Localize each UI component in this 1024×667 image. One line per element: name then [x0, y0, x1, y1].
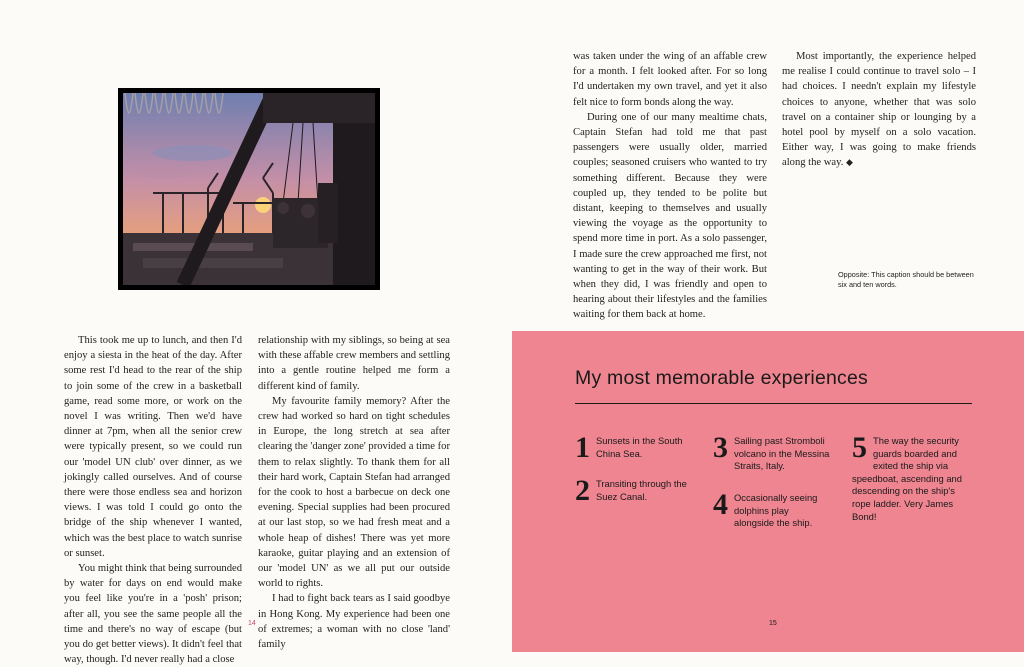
experiences-box: [512, 331, 1024, 652]
right-page-column-2: [782, 49, 976, 171]
experience-number: 5: [852, 431, 867, 464]
title-divider: [575, 403, 972, 404]
page-number: 15: [769, 620, 777, 627]
experience-text: Sailing past Stromboli volcano in the Messina Straits, Italy.: [734, 435, 830, 472]
paragraph: was taken under the wing of an affable crew for a month. I felt looked after. For so long I'd undertaken my own travel, and yet it also felt nice to form bonds along the way.: [573, 51, 767, 108]
experience-text: The way the security guards boarded and exited the ship via speedboat, ascending and descending on the ship's rope ladder. Very James Bond!: [852, 435, 962, 522]
experience-item-3: [713, 431, 831, 473]
photo-caption: Opposite: This caption should be between six and ten words.: [838, 270, 974, 289]
paragraph: [782, 49, 976, 171]
experience-text: Occasionally seeing dolphins play alongside the ship.: [734, 492, 818, 529]
experience-number: 1: [575, 431, 590, 464]
experience-item-4: [713, 488, 831, 530]
experience-item-2: [575, 474, 693, 507]
experiences-title: My most memorable experiences: [575, 367, 868, 389]
port-cranes-sunset-photo: [118, 88, 380, 290]
experience-item-5: [852, 431, 970, 523]
paragraph: You might think that being surrounded by water for days on end would make you feel like you're in a 'posh' prison; after all, you see the same people all the time and there's no way of escape (but you do get better views). It didn't feel that way, though. I'd never really had a close: [64, 563, 243, 666]
paragraph: My favourite family memory? After the crew had worked so hard on tight schedules in Europe, the long stretch at sea after clearing the 'danger zone' provided a time for them to relax slightly. To thank them for all their hard work, Captain Stefan had arranged for the cook to host a barbecue on deck one evening. Special supplies had been procured at our last stop, so we had fresh meat and a whole heap of dishes! There was yet more karaoke, guitar playing and an extension of our 'model UN' as we all put our outside world to rights.: [258, 395, 450, 590]
paragraph-text: Most importantly, the experience helped me realise I could continue to travel solo – I had choices. I needn't explain my lifestyle choices to anyone, whether that was solo travel on a container ship or lounging by a hotel pool by myself on a solo vacation. Either way, I was going to make friends along the way.: [782, 51, 976, 169]
paragraph: relationship with my siblings, so being at sea with these affable crew members and settling into a gentle routine helped me form a different kind of family.: [258, 335, 450, 392]
paragraph: This took me up to lunch, and then I'd enjoy a siesta in the heat of the day. After some rest I'd head to the rear of the ship to join some of the crew in a basketball game, read some more, or work on the novel I was writing. Then we'd have dinner at 7pm, when all the senior crew were typically present, so we could run our 'model UN club' over dinner, as we jokingly called ourselves. And of course there were those endless sea and horizon views. I was told I could go onto the bridge of the ship whenever I wanted, which was the best place to watch sunrise or sunset.: [64, 335, 242, 559]
experience-item-1: [575, 431, 693, 464]
experience-number: 2: [575, 474, 590, 507]
experience-text: Sunsets in the South China Sea.: [596, 435, 683, 459]
photo-illustration: [123, 93, 375, 285]
experience-text: Transiting through the Suez Canal.: [596, 478, 687, 502]
left-page: [0, 0, 512, 666]
left-page-column-1: [64, 333, 242, 667]
page-number: 14: [248, 620, 256, 627]
experience-number: 3: [713, 431, 728, 464]
paragraph: I had to fight back tears as I said goodbye in Hong Kong. My experience had been one of extremes; a woman with no close 'land' family: [258, 593, 450, 651]
experience-number: 4: [713, 488, 728, 521]
paragraph: During one of our many mealtime chats, Captain Stefan had told me that past passengers were usually older, married couples; seasoned cruisers who wanted to try something different. Because they were coupled up, they tended to be polite but distant, keeping to themselves and usually viewing the voyage as the opportunity to spend more time in port. As a solo passenger, I made sure the crew approached me first, not wanting to get in the way of their work. But when they did, I was friendly and open to hearing about their lifestyles and the families waiting for them back at home.: [573, 111, 767, 321]
left-page-column-2: [258, 333, 450, 652]
right-page-column-1: [573, 49, 767, 323]
end-mark-icon: ◆: [846, 157, 853, 168]
